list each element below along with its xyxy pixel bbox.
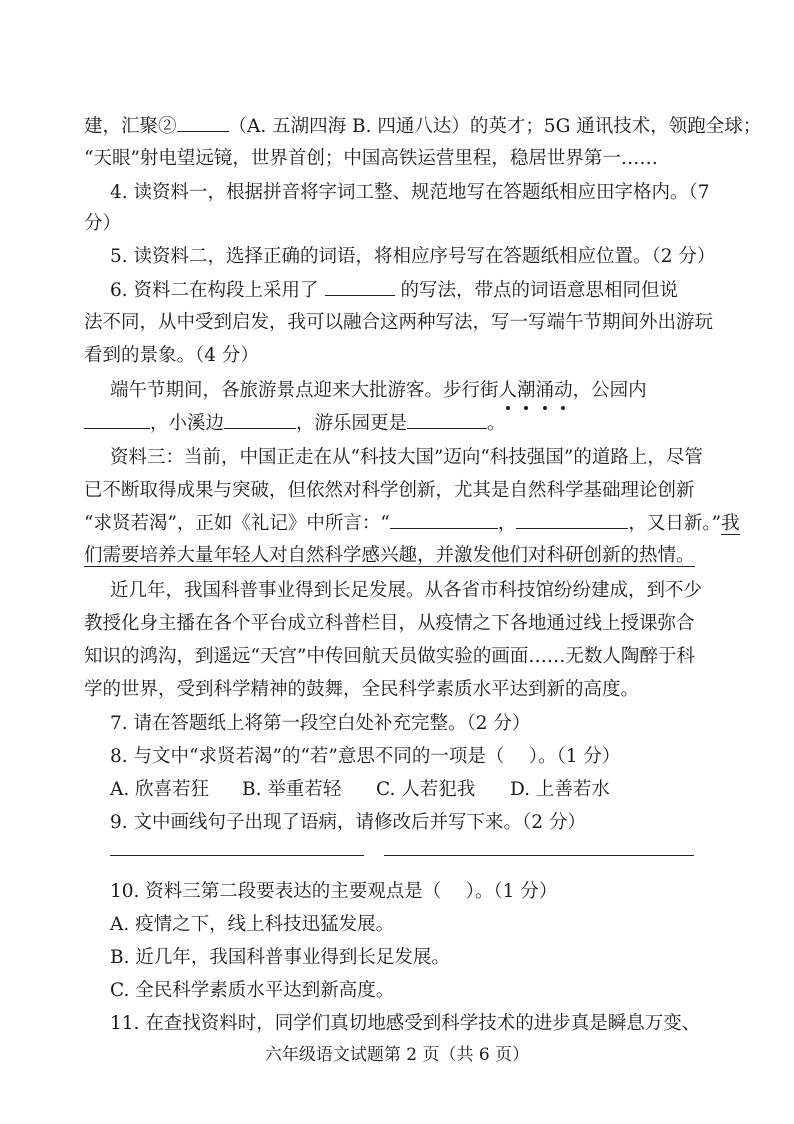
underlined-sentence: 们需要培养大量年轻人对自然科学感兴趣，并激发他们对科研创新的热情。 <box>84 545 695 566</box>
answer-line[interactable] <box>384 855 694 856</box>
question-11: 11. 在查找资料时，同学们真切地感受到科学技术的进步真是瞬息万变、 <box>110 1013 701 1034</box>
question-8-options <box>110 777 750 803</box>
text: “求贤若渴”，正如《礼记》中所言：“ <box>84 513 390 534</box>
fill-blank[interactable] <box>84 410 150 429</box>
dragon-boat-paragraph <box>110 378 750 404</box>
text: （A. 五湖四海 B. 四通八达）的英才；5G 通讯技术，领跑全球； <box>228 116 762 137</box>
text: 。 <box>487 413 506 434</box>
text-line <box>84 113 762 140</box>
text-line: 看到的景象。（4 分） <box>84 345 259 366</box>
question-9: 9. 文中画线句子出现了语病，请修改后并写下来。（2 分） <box>110 812 586 833</box>
fill-blank[interactable] <box>325 277 395 296</box>
question-10: 10. 资料三第二段要表达的主要观点是（ ）。（1 分） <box>110 881 558 902</box>
underlined-sentence: 我 <box>721 513 740 534</box>
question-4: 4. 读资料一，根据拼音将字词工整、规范地写在答题纸相应田字格内。（7 <box>110 182 710 203</box>
text: 端午节期间，各旅游景点迎来大批游客。步行街 <box>110 380 499 401</box>
question-7: 7. 请在答题纸上将第一段空白处补充完整。（2 分） <box>110 713 531 734</box>
answer-line[interactable] <box>110 855 364 856</box>
text: ，游乐园更是 <box>296 413 408 434</box>
material-3: 资料三：当前，中国正走在从“科技大国”迈向“科技强国”的道路上，尽管 <box>110 447 703 468</box>
text-line: 教授化身主播在各个平台成立科普栏目，从疫情之下各地通过线上授课弥合 <box>84 613 695 634</box>
option-b[interactable]: B. 举重若轻 <box>242 779 342 800</box>
dotted-char: 人 <box>499 378 518 404</box>
page-footer: 六年级语文试题第 2 页（共 6 页） <box>264 1045 530 1065</box>
question-5: 5. 读资料二，选择正确的词语，将相应序号写在答题纸相应位置。（2 分） <box>110 246 716 267</box>
text-line: “天眼”射电望远镜，世界首创；中国高铁运营里程，稳居世界第一…… <box>84 148 658 169</box>
option-b[interactable]: B. 近几年，我国科普事业得到长足发展。 <box>110 947 450 968</box>
question-4-cont: 分） <box>84 213 122 234</box>
text-line <box>84 510 740 537</box>
text-line <box>84 543 724 569</box>
text: ，小溪边 <box>150 413 225 434</box>
question-8: 8. 与文中“求贤若渴”的“若”意思不同的一项是（ ）。（1 分） <box>110 746 621 767</box>
text: ， <box>497 513 517 534</box>
fill-blank[interactable] <box>390 510 498 529</box>
text: 建，汇聚② <box>84 116 177 137</box>
dotted-char: 潮 <box>517 378 536 404</box>
text-line: 已不断取得成果与突破，但依然对科学创新，尤其是自然科学基础理论创新 <box>84 480 695 501</box>
dotted-char: 涌 <box>536 378 555 404</box>
text-line: 法不同，从中受到启发，我可以融合这两种写法，写一写端午节期间外出游玩 <box>84 312 714 333</box>
option-c[interactable]: C. 人若犯我 <box>376 779 476 800</box>
fill-blank[interactable] <box>177 113 229 132</box>
fill-blank[interactable] <box>224 410 296 429</box>
question-6 <box>110 277 750 304</box>
option-c[interactable]: C. 全民科学素质水平达到新高度。 <box>110 980 395 1001</box>
text: ，公园内 <box>572 380 647 401</box>
text-line: 近几年，我国科普事业得到长足发展。从各省市科技馆纷纷建成，到不少 <box>110 580 703 601</box>
text: 6. 资料二在构段上采用了 <box>110 280 319 301</box>
text-line: 学的世界，受到科学精神的鼓舞，全民科学素质水平达到新的高度。 <box>84 679 640 700</box>
fill-blank[interactable] <box>407 410 487 429</box>
text-line <box>84 410 724 437</box>
option-a[interactable]: A. 疫情之下，线上科技迅猛发展。 <box>110 914 395 935</box>
text: 的写法，带点的词语意思相同但说 <box>400 280 679 301</box>
fill-blank[interactable] <box>516 510 628 529</box>
dotted-char: 动 <box>554 378 573 404</box>
option-d[interactable]: D. 上善若水 <box>510 779 610 800</box>
text: ，又日新。” <box>628 513 722 534</box>
text-line: 知识的鸿沟，到遥远“天宫”中传回航天员做实验的画面……无数人陶醉于科 <box>84 646 695 667</box>
option-a[interactable]: A. 欣喜若狂 <box>110 779 210 800</box>
